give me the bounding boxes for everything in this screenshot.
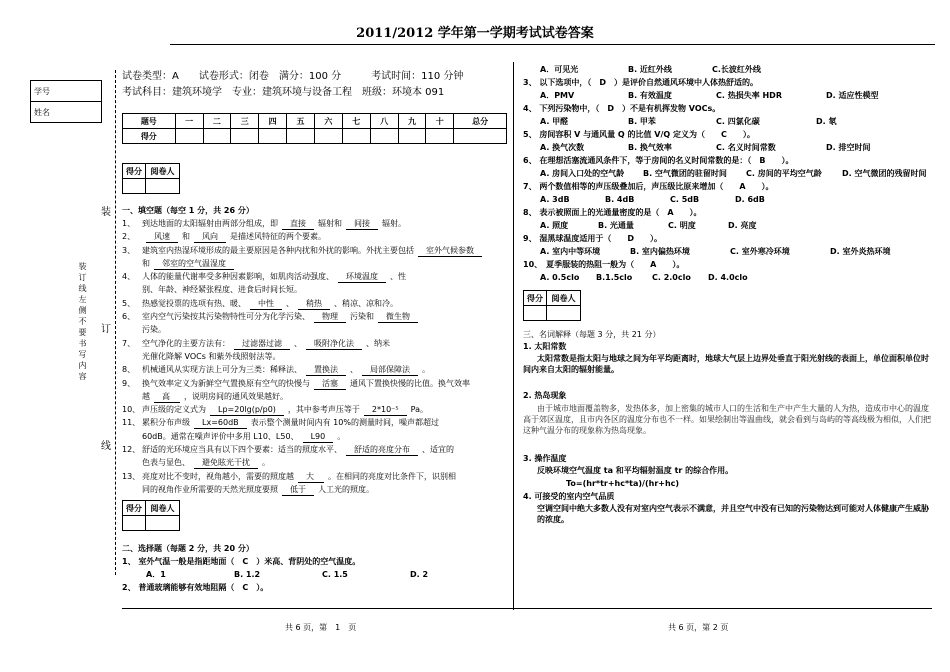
question-1-options [146,569,516,580]
grader-score-label: 得分 [524,291,547,306]
bind-char-zhuang: 装 [101,207,111,218]
item-text: 人工光的照度。 [318,484,374,494]
score-cell [287,129,315,144]
item-text: 、适宜的 [422,445,454,455]
grader-box [523,290,581,321]
item-answer: 风速 [146,231,178,243]
grader-box [122,163,180,194]
item-number: 1、 [122,219,136,228]
score-header: 六 [314,114,342,129]
item-text: 辐射。 [382,219,406,228]
option: A. 0.5clo [540,273,580,282]
item-text: Pa。 [410,405,428,415]
question-1: 1、 室外气温一般是指距地面（ C ）米高、背阴处的空气温度。 [122,557,361,566]
question-9-options [540,246,935,257]
grader-cell [123,516,146,531]
item-answer: 微生物 [378,311,418,323]
option: B.1.5clo [596,273,633,282]
item-text: 、稍凉、凉和冷。 [334,298,398,308]
question-2-options [540,64,930,75]
grader-cell [146,516,180,531]
item-answer: 低于 [282,484,314,496]
fill-item [122,324,512,337]
item-text: 通风下置换快慢的比值。换气效率 [350,378,470,388]
option: B. 光通量 [598,221,634,230]
score-header: 九 [398,114,426,129]
title-rule [170,44,935,45]
section2-heading: 二、选择题（每题 2 分，共 20 分） [122,544,254,553]
option: B. 甲苯 [628,117,656,126]
item-text: 。 [262,458,270,468]
question-3: 3、 以下选项中，（ D ）是评价自然通风环境中人体热舒适的。 [523,78,758,87]
item-answer: 高 [154,391,180,403]
fill-item [122,311,512,324]
score-header: 七 [342,114,370,129]
option: A. 换气次数 [540,143,585,152]
fill-item [122,378,512,391]
item-text: 、纳米 [366,338,390,348]
score-header: 十 [426,114,454,129]
item-answer: 避免眩光干扰 [194,457,258,469]
grader-box [122,500,180,531]
item-answer: 室外气候参数 [418,245,482,257]
student-info-box [30,80,102,123]
item-text: 和 [142,258,150,268]
score-header: 题号 [123,114,176,129]
option: A. 3dB [540,195,570,204]
item-answer: Lp=20lg(p/p0) [210,404,284,416]
question-7: 7、 两个数值相等的声压级叠加后，声压级比原来增加（ A ）。 [523,182,774,191]
score-table-header [123,114,507,129]
item-number: 8、 [122,365,136,375]
question-5-options [540,142,930,153]
term-4-body: 空调空间中绝大多数人没有对室内空气表示不满意，并且空气中没有已知的污染物达到可能对人体健康产生威胁的浓度。 [537,504,929,524]
item-answer: 稍热 [298,298,330,310]
option: B. 空气微团的驻留时间 [643,169,727,178]
fill-item [122,298,512,311]
item-answer: 物理 [314,311,346,323]
item-text: 越 [142,391,150,401]
item-text: 、 [350,365,358,375]
grader-score-label: 得分 [123,164,146,179]
option: B. 换气效率 [628,143,672,152]
grader-cell [524,306,547,321]
item-text: 、 [294,338,302,348]
footer-right: 共 6 页，第 2 页 [668,623,729,632]
option: A．可见光 [540,65,579,74]
score-cell [454,129,507,144]
item-answer: L90 [303,431,334,443]
option: C. 1.5 [322,570,348,579]
item-text: 声压级的定义式为 [142,405,206,415]
item-text: 建筑室内热湿环境形成的最主要原因是各种内扰和外扰的影响。外扰主要包括 [142,245,414,255]
question-5: 5、 房间容积 V 与通风量 Q 的比值 V/Q 定义为（ C ）。 [523,130,755,139]
option: B. 近红外线 [628,65,672,74]
option: A．1 [146,570,166,579]
fill-item [122,245,512,258]
option: B. 1.2 [234,570,261,579]
column-divider [513,62,514,610]
item-text: 亮度对比不变时，视角越小，需要的照度越 [142,471,294,481]
item-text: 到达地面的太阳辐射由两部分组成，即 [142,219,278,228]
option: B. 4dB [605,195,635,204]
score-table-row [123,129,507,144]
option: D. 2 [410,570,429,579]
option: C.长波红外线 [712,65,761,74]
score-cell [426,129,454,144]
item-text: 。 [337,431,346,441]
item-number: 9、 [122,378,136,388]
score-cell [398,129,426,144]
fill-item [122,471,512,484]
fill-item [122,218,512,231]
item-text: 空气净化的主要方法有： [142,338,230,348]
exam-info-line1: 试卷类型：A 试卷形式：闭卷 满分：100 分 考试时间：110 分钟 [122,71,464,82]
item-answer: 吸附净化法 [306,338,362,350]
item-number: 6、 [122,312,136,322]
grader-reviewer-label: 阅卷人 [146,501,180,516]
question-8: 8、 表示被照面上的光通量密度的是（ A ）。 [523,208,702,217]
item-text: 是描述风特征的两个要素。 [230,232,326,242]
option: C. 室外寒冷环境 [730,247,790,256]
item-text: 辐射和 [318,219,342,228]
item-text: 室内空气污染按其污染物特性可分为化学污染、 [142,312,310,322]
question-6-options [540,168,935,179]
bind-char-xian: 线 [101,441,111,452]
option: C. 热损失率 HDR [716,91,782,100]
item-answer: 大 [298,471,324,483]
score-header: 四 [259,114,287,129]
score-header: 总分 [454,114,507,129]
item-text: 光催化降解 VOCs 和紫外线照射法等。 [142,351,281,361]
section3-heading: 三、名词解释（每题 3 分，共 21 分） [523,330,661,339]
item-number: 2、 [122,232,136,242]
item-text: 别、年龄、神经紧张程度、进食后时间长短。 [142,285,302,295]
option: A. 房间入口处的空气龄 [540,169,625,178]
option: A. 照度 [540,221,569,230]
item-text: 、 [286,298,294,308]
section1-heading: 一、填空题（每空 1 分，共 26 分） [122,206,254,215]
option: A. 室内中等环境 [540,247,601,256]
item-text: ，说明房间的通风效果越好。 [184,391,288,401]
option: C. 房间的平均空气龄 [746,169,822,178]
option: D. 氡 [816,117,837,126]
item-answer: 局部保障法 [362,364,418,376]
score-table [122,113,507,144]
fill-item [122,404,512,417]
item-text: 换气效率定义为新鲜空气置换原有空气的快慢与 [142,378,310,388]
grader-reviewer-label: 阅卷人 [146,164,180,179]
question-9: 9、 湿黑球温度适用于（ D ）。 [523,234,662,243]
section1-items [122,218,512,497]
question-3-options [540,90,930,101]
question-7-options [540,194,930,205]
grader-cell [547,306,581,321]
option: C. 5dB [670,195,700,204]
student-name-label: 姓名 [31,102,102,123]
fill-item [122,417,512,430]
item-answer: 环境温度 [338,271,386,283]
grader-score-label: 得分 [123,501,146,516]
item-text: 热感觉投票的选项有热、暖、 [142,298,246,308]
option: D. 排空时间 [826,143,871,152]
question-2: 2、 普通玻璃能够有效地阻隔（ C ）。 [122,583,269,592]
question-6: 6、 在理想活塞流通风条件下，等于房间的名义时间常数的是：（ B ）。 [523,156,794,165]
option: D. 4.0clo [708,273,748,282]
item-text: 污染和 [350,312,374,322]
fill-item [122,364,512,377]
score-cell [175,129,203,144]
item-answer: 风向 [194,231,226,243]
item-number: 7、 [122,338,136,348]
term-3-formula: To=(hr*tr+hc*ta)/(hr+hc) [566,479,680,488]
score-cell [203,129,231,144]
option: B. 有效温度 [628,91,672,100]
score-header: 一 [175,114,203,129]
item-text: 累积分布声级 [142,418,190,428]
item-number: 10、 [122,405,141,415]
score-header: 五 [287,114,315,129]
score-header: 八 [370,114,398,129]
item-number: 4、 [122,272,136,282]
fill-item [122,284,512,297]
option: C. 名义时间常数 [716,143,776,152]
score-header: 三 [231,114,259,129]
term-2-title: 2. 热岛现象 [523,391,567,400]
item-number: 11、 [122,418,141,428]
question-10: 10、 夏季服装的热阻一般为（ A ）。 [523,260,685,269]
bind-char-ding: 订 [101,324,111,335]
item-answer: 过滤器过滤 [234,338,290,350]
question-10-options [540,272,930,283]
item-text: ，其中参考声压等于 [287,405,360,415]
item-text: 和 [182,232,190,242]
option: D. 亮度 [728,221,757,230]
grader-cell [146,179,180,194]
item-answer: 置换法 [306,364,346,376]
item-text: 色表与显色、 [142,458,190,468]
item-number: 12、 [122,445,141,455]
binding-line [115,70,116,575]
question-8-options [540,220,930,231]
item-text: 机械通风从实现方法上可分为三类：稀释法、 [142,365,302,375]
item-text: 同的视角作业所需要的天然光照度要照 [142,484,278,494]
score-cell [370,129,398,144]
item-text: 人体的能量代谢率受多种因素影响，如肌肉活动强度 [142,272,326,282]
item-text: 。在相同的亮度对比条件下，识别相 [328,471,456,481]
option: A. 甲醛 [540,117,569,126]
grader-reviewer-label: 阅卷人 [547,291,581,306]
item-number: 5、 [122,298,136,308]
score-cell [231,129,259,144]
option: C. 明度 [668,221,696,230]
fill-item [122,484,512,497]
item-answer: 间接 [346,218,378,230]
fill-item [122,231,512,244]
exam-info-line2: 考试科目：建筑环境学 专业：建筑环境与设备工程 班级：环境本 091 [122,87,445,98]
term-3-body: 反映环境空气温度 ta 和平均辐射温度 tr 的综合作用。 [537,466,734,475]
option: D. 适应性模型 [826,91,879,100]
fill-item [122,457,512,470]
grader-cell [123,179,146,194]
item-text: 表示整个测量时间内有 10%的测量时间，噪声都超过 [250,418,439,428]
score-header: 二 [203,114,231,129]
term-3-title: 3. 操作温度 [523,454,567,463]
item-text: 。 [422,365,430,375]
question-4-options [540,116,930,127]
question-4: 4、 下列污染物中，（ D ）不是有机挥发物 VOCs。 [523,104,721,113]
fill-item [122,271,512,284]
item-number: 13、 [122,471,141,481]
fill-item [122,444,512,457]
footer-left: 共 6 页，第 1 页 [285,623,357,632]
option: B. 室内偏热环境 [630,247,690,256]
option: D. 室外炎热环境 [830,247,891,256]
item-answer: Lx=60dB [194,417,247,429]
item-answer: 2*10⁻⁵ [364,404,407,416]
fill-item [122,431,512,444]
option: C. 2.0clo [652,273,691,282]
item-number: 3、 [122,245,136,255]
item-text: 舒适的光环境应当具有以下四个要素：适当的照度水平、 [142,445,342,455]
term-4-title: 4. 可接受的室内空气品质 [523,492,615,501]
binding-warning: 装订线左侧不要书写内容 [78,262,87,383]
fill-item [122,338,512,351]
option: D. 6dB [735,195,765,204]
option: A．PMV [540,91,575,100]
score-cell [314,129,342,144]
student-id-label: 学号 [31,81,102,102]
item-text: 污染。 [142,325,166,335]
option: D. 空气微团的残留时间 [842,169,927,178]
option: C. 四氯化碳 [716,117,760,126]
bottom-rule [122,608,932,609]
item-text: 60dB。通常在噪声评价中多用 L10、L50、 [142,431,299,441]
term-2-body: 由于城市地面覆盖物多，发热体多，加上密集的城市人口的生活和生产中产生大量的人为热，造成市中心的温度高于郊区温度，且市内各区的温度分布也不一样。如果绘制出等温曲线，就会看到与岛屿的等高线极为相似，人们把这种气温分布的现象称为热岛现象。 [523,404,931,435]
term-1-body: 太阳常数是指太阳与地球之间为年平均距离时，地球大气层上边界处垂直于阳光射线的表面上，单位面积单位时间内来自太阳的辐射能量。 [523,354,929,374]
score-cell [342,129,370,144]
item-answer: 舒适的亮度分布 [346,444,418,456]
item-answer: 邻室的空气温湿度 [154,258,234,270]
score-row-label: 得分 [123,129,176,144]
item-text: 、 [326,272,334,282]
score-cell [259,129,287,144]
item-answer: 活塞 [314,378,346,390]
page-title: 2011/2012 学年第一学期考试试卷答案 [356,26,594,41]
fill-item [122,351,512,364]
item-answer: 直接 [282,218,314,230]
item-text: 、性 [390,272,406,282]
fill-item [122,258,512,271]
fill-item [122,391,512,404]
item-answer: 中性 [250,298,282,310]
term-1-title: 1. 太阳常数 [523,342,567,351]
